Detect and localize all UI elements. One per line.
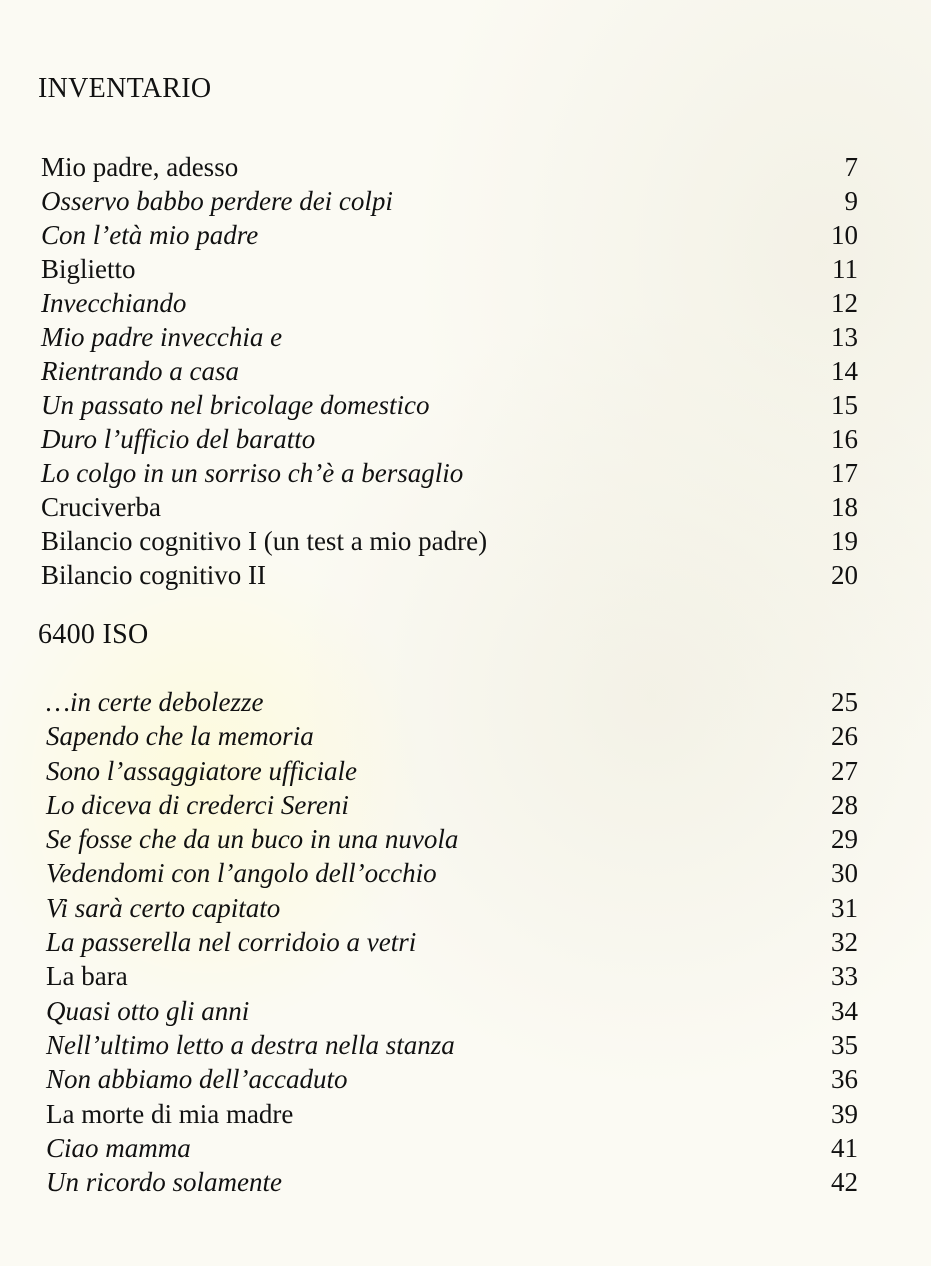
section-title-6400-iso: 6400 ISO — [38, 619, 149, 650]
toc-entry — [38, 959, 858, 993]
toc-entry — [38, 1028, 858, 1062]
toc-entry-page-number: 30 — [831, 858, 858, 889]
toc-entry — [38, 822, 858, 856]
toc-entry-page-number: 11 — [832, 254, 858, 284]
toc-entry-title: Mio padre invecchia e — [41, 322, 283, 352]
toc-entry-title: La passerella nel corridoio a vetri — [46, 927, 417, 958]
toc-entry-title: Con l’età mio padre — [41, 220, 259, 250]
toc-entry-title: La morte di mia madre — [46, 1098, 294, 1129]
toc-entry — [38, 754, 858, 788]
toc-entry-title: Lo colgo in un sorriso ch’è a bersaglio — [41, 458, 464, 488]
toc-entry — [38, 184, 858, 218]
toc-entry — [38, 388, 858, 422]
toc-entry-title: …in certe debolezze — [46, 687, 264, 717]
toc-entry-page-number: 35 — [831, 1029, 858, 1060]
toc-entry — [38, 994, 858, 1028]
toc-entry-page-number: 10 — [831, 220, 858, 250]
toc-entry-title: Lo diceva di crederci Sereni — [46, 789, 349, 820]
toc-entry-page-number: 27 — [831, 755, 858, 786]
toc-entry — [38, 150, 858, 184]
toc-entry-title: Ciao mamma — [46, 1132, 191, 1163]
toc-entry-title: Bilancio cognitivo I (un test a mio padre) — [41, 526, 488, 556]
toc-entry-page-number: 20 — [831, 560, 858, 590]
toc-entry-title: Se fosse che da un buco in una nuvola — [46, 824, 459, 855]
toc-entry-title: Vedendomi con l’angolo dell’occhio — [46, 858, 437, 889]
toc-entry-title: La bara — [46, 961, 128, 992]
toc-entry — [38, 490, 858, 524]
toc-entry — [38, 456, 858, 490]
toc-entry-page-number: 19 — [831, 526, 858, 556]
toc-entry-title: Sono l’assaggiatore ufficiale — [46, 755, 357, 786]
toc-entry-page-number: 26 — [831, 721, 858, 752]
toc-entry-page-number: 12 — [831, 288, 858, 318]
toc-entry-page-number: 31 — [831, 892, 858, 923]
toc-entry-title: Rientrando a casa — [41, 356, 239, 386]
toc-entry-title: Un ricordo solamente — [46, 1167, 282, 1198]
toc-entry — [38, 925, 858, 959]
toc-entry — [38, 685, 858, 719]
toc-entry — [38, 422, 858, 456]
toc-entry-page-number: 13 — [831, 322, 858, 352]
toc-entry-page-number: 36 — [831, 1064, 858, 1095]
toc-entry-page-number: 32 — [831, 927, 858, 958]
toc-entry — [38, 320, 858, 354]
toc-entry-title: Vi sarà certo capitato — [46, 892, 281, 923]
toc-entry — [38, 354, 858, 388]
toc-entry — [38, 558, 858, 592]
toc-entry-page-number: 29 — [831, 824, 858, 855]
toc-entry-title: Mio padre, adesso — [41, 152, 239, 182]
toc-entry-page-number: 14 — [831, 356, 858, 386]
toc-entry-title: Cruciverba — [41, 492, 161, 522]
toc-entry-title: Invecchiando — [41, 288, 187, 318]
toc-entry-page-number: 15 — [831, 390, 858, 420]
toc-entry-page-number: 34 — [831, 995, 858, 1026]
toc-entry — [38, 719, 858, 753]
toc-entry-page-number: 33 — [831, 961, 858, 992]
toc-entry-page-number: 28 — [831, 789, 858, 820]
toc-entry-page-number: 16 — [831, 424, 858, 454]
section-6400-iso-list — [38, 685, 858, 1199]
toc-entry-page-number: 39 — [831, 1098, 858, 1129]
toc-entry-page-number: 25 — [831, 687, 858, 717]
toc-entry-title: Quasi otto gli anni — [46, 995, 250, 1026]
toc-entry-page-number: 41 — [831, 1132, 858, 1163]
toc-entry — [38, 891, 858, 925]
toc-entry-page-number: 9 — [844, 186, 858, 216]
toc-entry-page-number: 7 — [844, 152, 858, 182]
table-of-contents — [38, 72, 858, 1199]
toc-entry — [38, 218, 858, 252]
section-inventario-list — [38, 150, 858, 592]
toc-entry — [38, 1165, 858, 1199]
toc-entry-title: Biglietto — [41, 254, 136, 284]
toc-entry-page-number: 17 — [831, 458, 858, 488]
toc-entry-title: Nell’ultimo letto a destra nella stanza — [46, 1029, 455, 1060]
toc-entry — [38, 1062, 858, 1096]
toc-entry-title: Duro l’ufficio del baratto — [41, 424, 316, 454]
toc-entry — [38, 252, 858, 286]
toc-entry-title: Sapendo che la memoria — [46, 721, 314, 752]
toc-entry-title: Osservo babbo perdere dei colpi — [41, 186, 393, 216]
toc-entry-title: Bilancio cognitivo II — [41, 560, 266, 590]
toc-entry-title: Un passato nel bricolage domestico — [41, 390, 430, 420]
section-title-inventario: INVENTARIO — [38, 73, 212, 104]
toc-entry-title: Non abbiamo dell’accaduto — [46, 1064, 348, 1095]
toc-entry-page-number: 18 — [831, 492, 858, 522]
toc-entry — [38, 286, 858, 320]
toc-entry — [38, 788, 858, 822]
toc-entry — [38, 856, 858, 890]
toc-entry-page-number: 42 — [831, 1167, 858, 1198]
toc-entry — [38, 524, 858, 558]
toc-entry — [38, 1131, 858, 1165]
toc-entry — [38, 1097, 858, 1131]
